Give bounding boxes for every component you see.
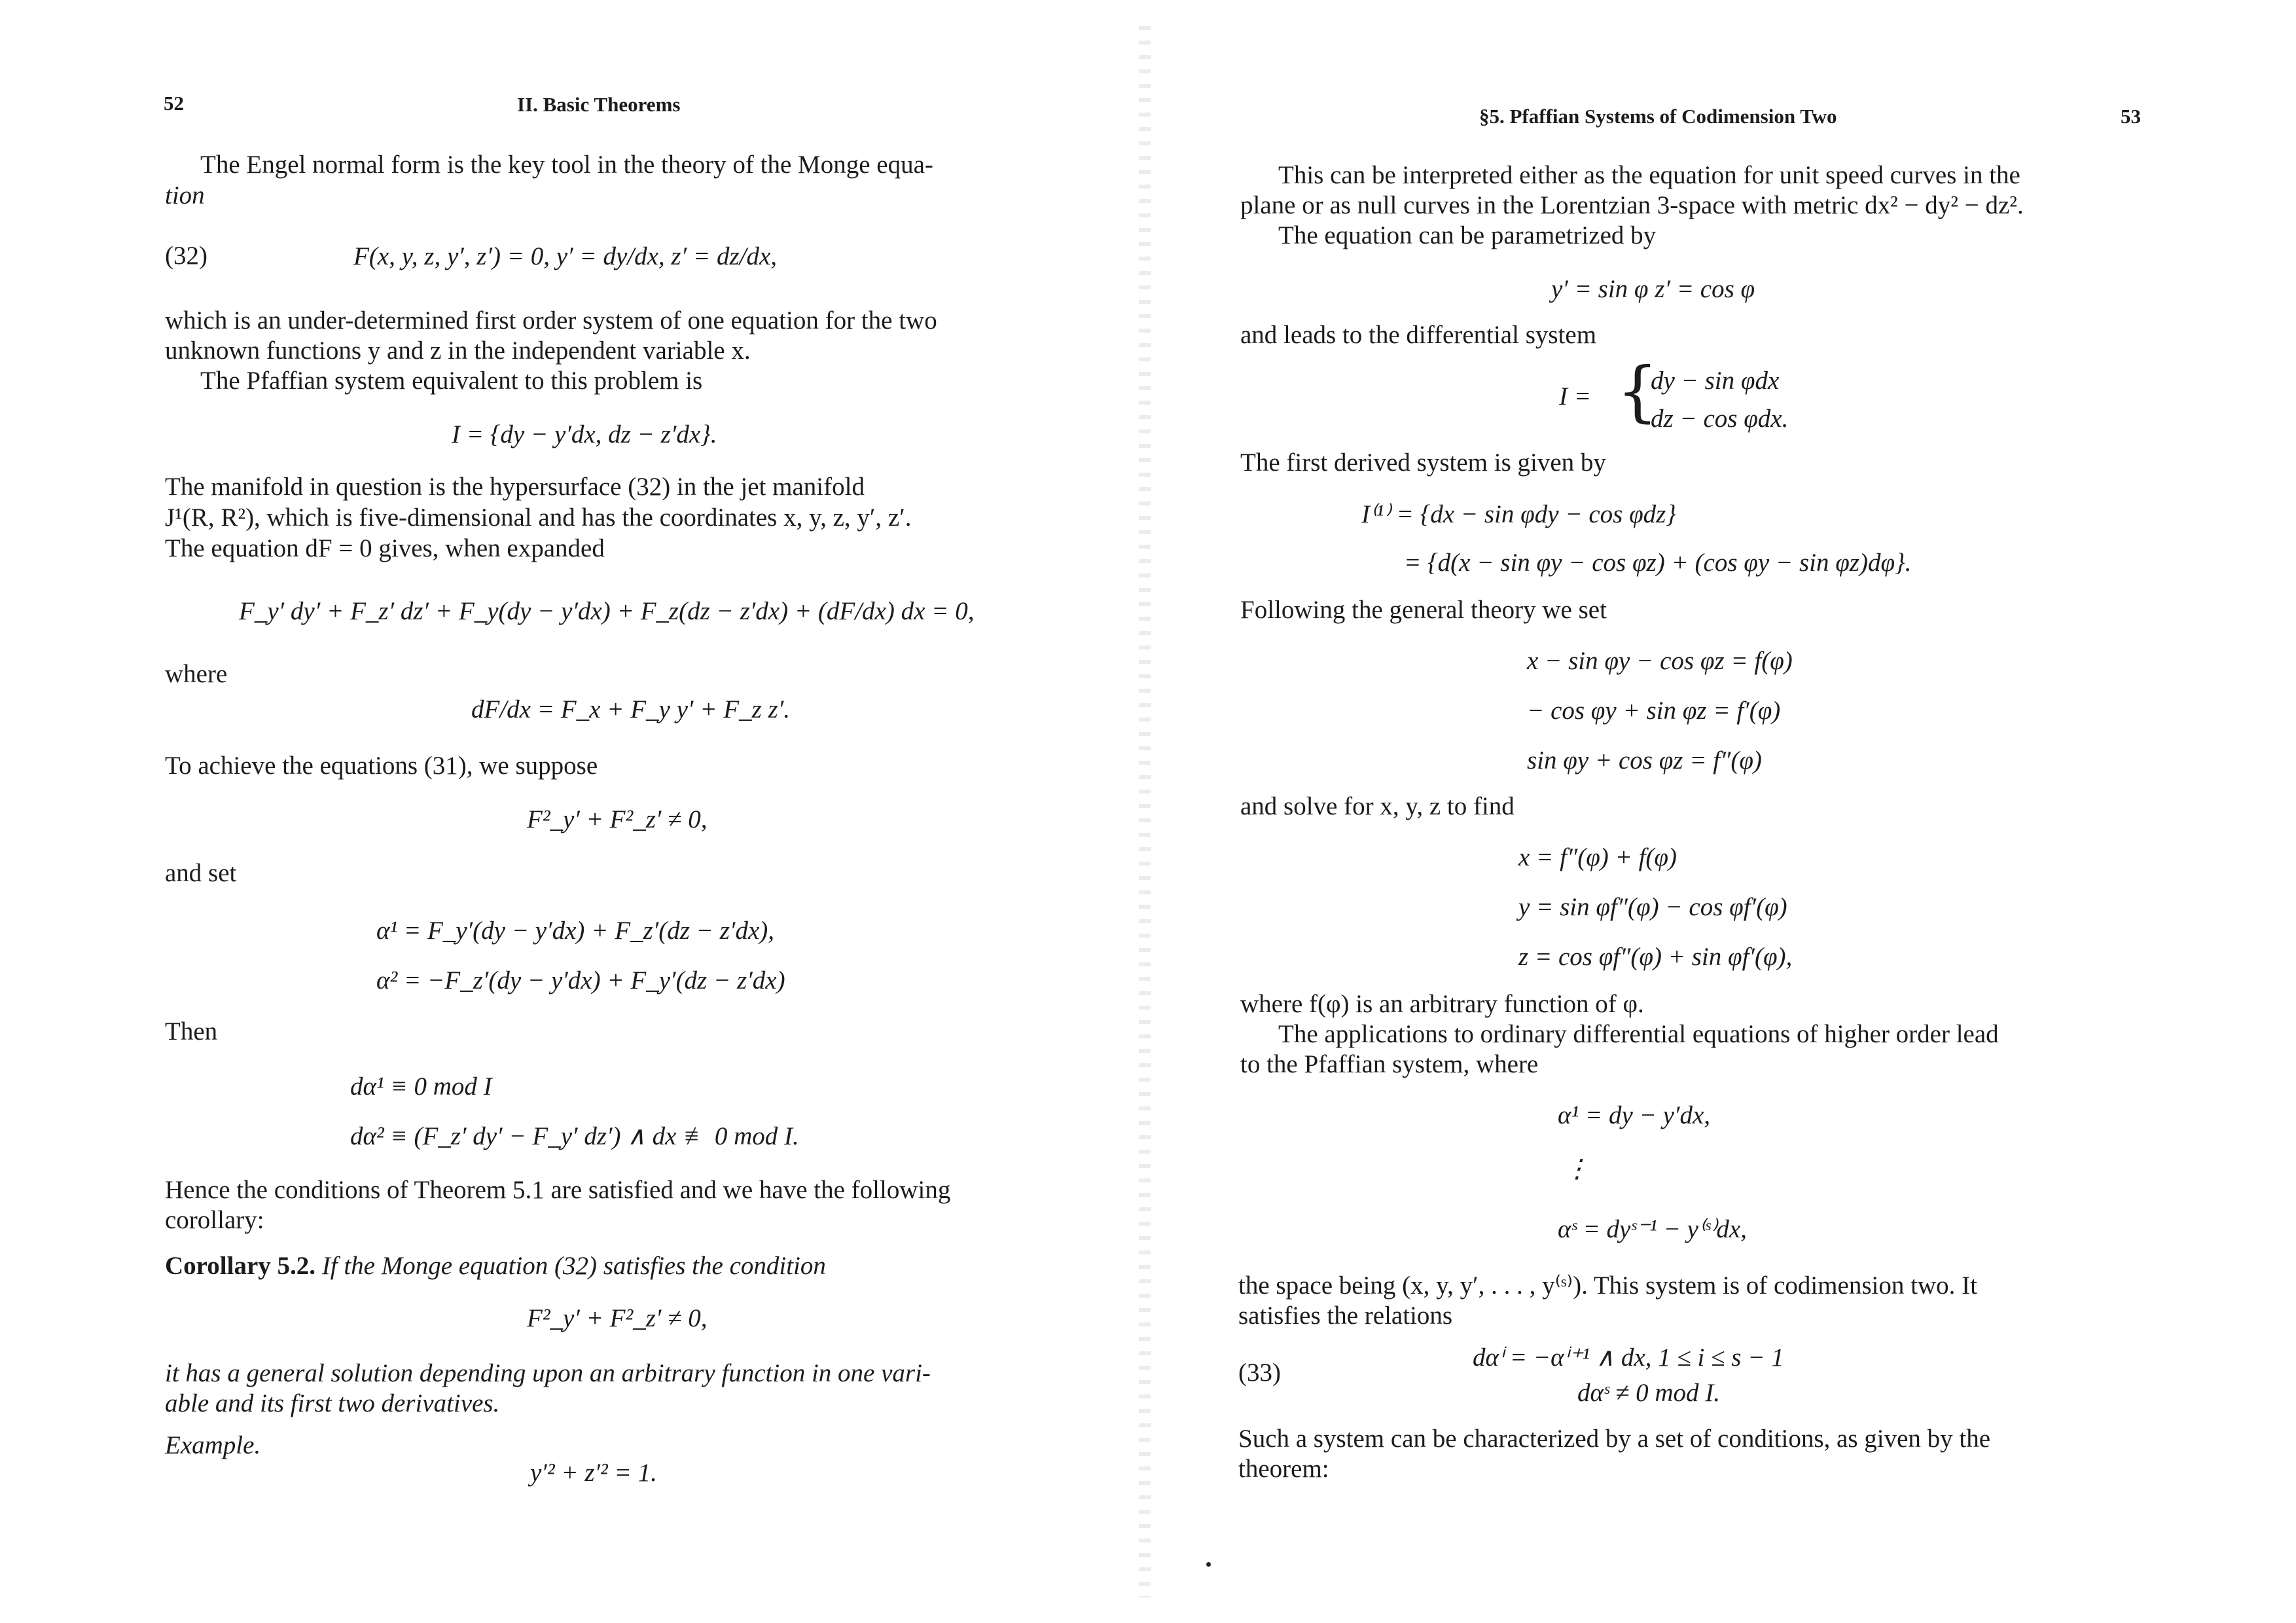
equation-pfaff: I = {dy − y′dx, dz − z′dx}.	[452, 420, 717, 448]
text-line-10: To achieve the equations (31), we suppose	[165, 752, 598, 780]
text-line-8: The equation dF = 0 gives, when expanded	[165, 534, 605, 562]
equation-system-2: dz − cos φdx.	[1651, 405, 1789, 433]
page-number-left: 52	[164, 92, 184, 115]
text-line-5: The Pfaffian system equivalent to this problem is	[200, 367, 703, 395]
equation-monge: F(x, y, z, y′, z′) = 0, y′ = dy/dx, z′ = dz/dx,	[353, 242, 778, 270]
text-line-6: The manifold in question is the hypersurface (32) in the jet manifold	[165, 473, 865, 501]
corollary-statement: If the Monge equation (32) satisfies the condition	[321, 1252, 826, 1280]
example-label: Example.	[165, 1431, 261, 1459]
equation-system-lhs: I =	[1559, 382, 1592, 410]
book-gutter	[1139, 26, 1151, 1597]
equation-set-2: − cos φy + sin φz = f′(φ)	[1527, 697, 1781, 725]
left-page	[0, 0, 1132, 1623]
r-text-line-14: theorem:	[1238, 1455, 1329, 1483]
equation-dalpha1: dα¹ ≡ 0 mod I	[350, 1072, 492, 1101]
r-text-line-9: The applications to ordinary differential equations of higher order lead	[1278, 1020, 1999, 1048]
text-line-12: Then	[165, 1017, 218, 1046]
r-text-line-2: plane or as null curves in the Lorentzian 3-space with metric dx² − dy² − dz².	[1240, 191, 2024, 219]
equation-condition-2: F²_y′ + F²_z′ ≠ 0,	[527, 1304, 708, 1332]
text-line-11: and set	[165, 859, 237, 887]
equation-set-3: sin φy + cos φz = f″(φ)	[1527, 746, 1762, 775]
r-text-line-12: satisfies the relations	[1238, 1302, 1453, 1330]
equation-param: y′ = sin φ z′ = cos φ	[1551, 275, 1755, 303]
r-text-line-7: and solve for x, y, z to find	[1240, 792, 1515, 820]
equation-solve-1: x = f″(φ) + f(φ)	[1518, 843, 1677, 871]
text-line-1: The Engel normal form is the key tool in the theory of the Monge equa-	[200, 151, 933, 179]
equation-expanded: F_y′ dy′ + F_z′ dz′ + F_y(dy − y′dx) + F_z(dz − z′dx) + (dF/dx) dx = 0,	[239, 597, 975, 625]
text-line-13: Hence the conditions of Theorem 5.1 are satisfied and we have the following	[165, 1176, 951, 1204]
equation-alpha-s: αˢ = dyˢ⁻¹ − y⁽ˢ⁾dx,	[1558, 1215, 1747, 1243]
text-line-7: J¹(R, R²), which is five-dimensional and has the coordinates x, y, z, y′, z′.	[165, 503, 912, 532]
vertical-dots-icon: ⋮	[1564, 1155, 1590, 1183]
equation-derived-1: I⁽¹⁾ = {dx − sin φdy − cos φdz}	[1361, 500, 1676, 528]
equation-total-derivative: dF/dx = F_x + F_y y′ + F_z z′.	[471, 695, 790, 723]
equation-rel-2: dαˢ ≠ 0 mod I.	[1577, 1379, 1721, 1407]
r-text-line-8: where f(φ) is an arbitrary function of φ.	[1240, 990, 1644, 1018]
r-text-line-5: The first derived system is given by	[1240, 448, 1606, 477]
equation-number-32: (32)	[165, 242, 207, 270]
equation-solve-2: y = sin φf″(φ) − cos φf′(φ)	[1518, 893, 1787, 921]
stray-mark	[1206, 1562, 1211, 1567]
equation-derived-2: = {d(x − sin φy − cos φz) + (cos φy − sin φz)dφ}.	[1404, 549, 1912, 577]
equation-solve-3: z = cos φf″(φ) + sin φf′(φ),	[1518, 943, 1793, 971]
r-text-line-10: to the Pfaffian system, where	[1240, 1050, 1539, 1078]
equation-alpha2: α² = −F_z′(dy − y′dx) + F_y′(dz − z′dx)	[376, 966, 785, 994]
equation-example: y′² + z′² = 1.	[530, 1459, 657, 1487]
text-line-4: unknown functions y and z in the independent variable x.	[165, 337, 751, 365]
equation-condition-1: F²_y′ + F²_z′ ≠ 0,	[527, 805, 708, 833]
equation-number-33: (33)	[1238, 1359, 1281, 1387]
r-text-line-3: The equation can be parametrized by	[1278, 221, 1657, 249]
text-line-2: tion	[165, 181, 205, 210]
text-line-17: able and its first two derivatives.	[165, 1389, 500, 1417]
r-text-line-11: the space being (x, y, y′, . . . , y⁽ˢ⁾). This system is of codimension two. It	[1238, 1271, 1977, 1300]
equation-rel-1: dαⁱ = −αⁱ⁺¹ ∧ dx, 1 ≤ i ≤ s − 1	[1473, 1343, 1784, 1372]
text-line-3: which is an under-determined first order system of one equation for the two	[165, 306, 937, 335]
corollary-line	[165, 1250, 826, 1281]
running-head-right: §5. Pfaffian Systems of Codimension Two	[1479, 105, 1837, 128]
text-line-16: it has a general solution depending upon an arbitrary function in one vari-	[165, 1359, 931, 1387]
equation-dalpha2: dα² ≡ (F_z′ dy′ − F_y′ dz′) ∧ dx ≢ 0 mod I.	[350, 1122, 799, 1150]
page-number-right: 53	[2121, 105, 2141, 128]
r-text-line-13: Such a system can be characterized by a set of conditions, as given by the	[1238, 1425, 1991, 1453]
equation-alpha-1: α¹ = dy − y′dx,	[1558, 1101, 1711, 1129]
r-text-line-1: This can be interpreted either as the equation for unit speed curves in the	[1278, 161, 2020, 189]
running-head-left: II. Basic Theorems	[517, 93, 681, 116]
corollary-label: Corollary 5.2.	[165, 1252, 316, 1280]
equation-set-1: x − sin φy − cos φz = f(φ)	[1527, 647, 1793, 675]
left-brace-icon: {	[1617, 353, 1659, 429]
equation-system-1: dy − sin φdx	[1651, 367, 1780, 395]
r-text-line-6: Following the general theory we set	[1240, 596, 1607, 624]
r-text-line-4: and leads to the differential system	[1240, 321, 1597, 349]
text-line-14: corollary:	[165, 1206, 264, 1234]
text-line-9: where	[165, 660, 228, 688]
right-page	[1158, 0, 2296, 1623]
equation-alpha1: α¹ = F_y′(dy − y′dx) + F_z′(dz − z′dx),	[376, 917, 774, 945]
